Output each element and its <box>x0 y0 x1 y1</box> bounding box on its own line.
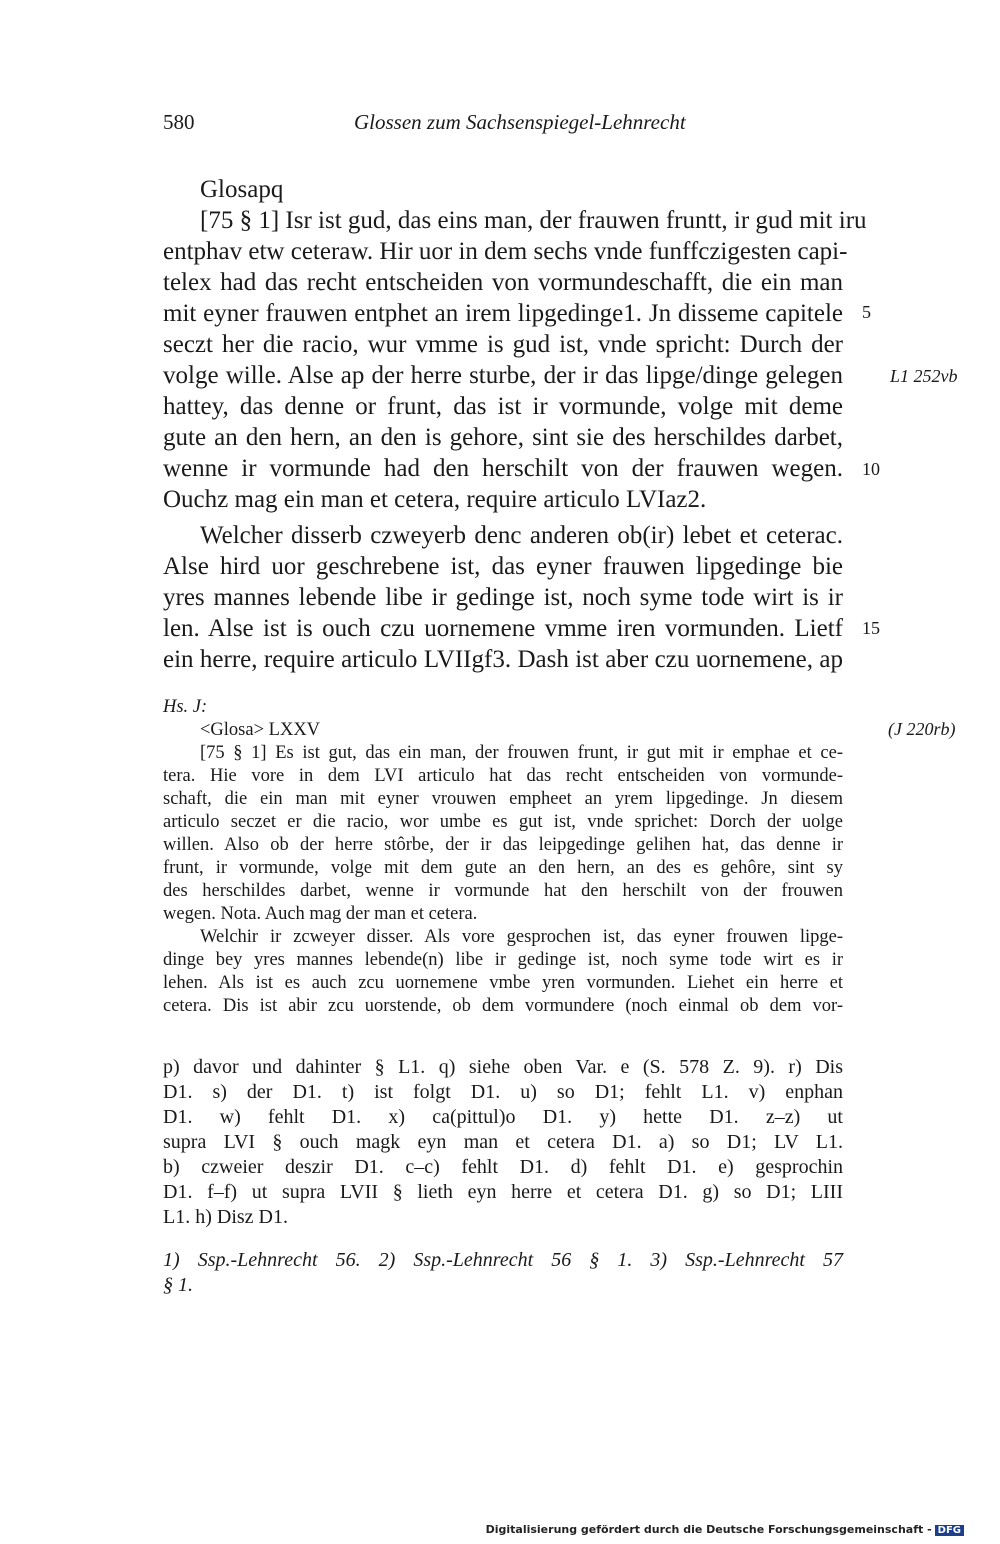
source-note-line: 1) Ssp.-Lehnrecht 56. 2) Ssp.-Lehnrecht 56 § 1. 3) Ssp.-Lehnrecht 57 <box>163 1249 843 1271</box>
manuscript-line: schaft, die ein man mit eyner vrouwen empheet an yrem lipgedinge. Jn diesem <box>163 789 843 809</box>
line-number: 5 <box>862 302 871 322</box>
apparatus-line: D1. f–f) ut supra LVII § lieth eyn herre et cetera D1. g) so D1; LIII <box>163 1181 843 1203</box>
manuscript-line: lehen. Als ist es auch zcu uornemene vmbe yren vormunden. Liehet ein herre et <box>163 973 843 993</box>
manuscript-line: wegen. Nota. Auch mag der man et cetera. <box>163 904 478 924</box>
main-text-line: [75 § 1] Isr ist gud, das eins man, der frauwen fruntt, ir gud mit iru <box>200 207 867 234</box>
footer-text: Digitalisierung gefördert durch die Deutsche Forschungsgemeinschaft - <box>485 1523 932 1536</box>
manuscript-line: des herschildes darbet, wenne ir vormunde hat den herschilt von der frouwen <box>163 881 843 901</box>
manuscript-line: articulo seczet er die racio, wor umbe es gut ist, vnde sprichet: Dorch der uolge <box>163 812 843 832</box>
page-number: 580 <box>163 110 195 134</box>
apparatus-line: p) davor und dahinter § L1. q) siehe oben Var. e (S. 578 Z. 9). r) Dis <box>163 1056 843 1078</box>
manuscript-line: cetera. Dis ist abir zcu uorstende, ob dem vormundere (noch einmal ob dem vor- <box>163 996 843 1016</box>
manuscript-margin-note: (J 220rb) <box>888 719 956 739</box>
manuscript-line: willen. Also ob der herre stôrbe, der ir das leipgedinge gelihen hat, das denne ir <box>163 835 843 855</box>
manuscript-line: [75 § 1] Es ist gut, das ein man, der frouwen frunt, ir gut mit ir emphae et ce- <box>200 743 843 763</box>
apparatus-line: D1. w) fehlt D1. x) ca(pittul)o D1. y) hette D1. z–z) ut <box>163 1106 843 1128</box>
main-text-line: wenne ir vormunde had den herschilt von der frauwen wegen. <box>163 455 843 482</box>
apparatus-line: L1. h) Disz D1. <box>163 1206 288 1228</box>
footer-credit <box>486 1523 964 1536</box>
apparatus-line: D1. s) der D1. t) ist folgt D1. u) so D1; fehlt L1. v) enphan <box>163 1081 843 1103</box>
main-text-line: Ouchz mag ein man et cetera, require articulo LVIaz2. <box>163 486 707 513</box>
manuscript-line: tera. Hie vore in dem LVI articulo hat das recht entscheiden von vormunde- <box>163 766 843 786</box>
main-text-line: len. Alse ist is ouch czu uornemene vmme iren vormunden. Lietf <box>163 615 843 642</box>
line-number: 10 <box>862 459 880 479</box>
main-text-line: gute an den hern, an den is gehore, sint sie des herschildes darbet, <box>163 424 843 451</box>
source-note-line: § 1. <box>163 1274 193 1296</box>
manuscript-line: Welchir ir zcweyer disser. Als vore gesprochen ist, das eyner frouwen lipge- <box>200 927 843 947</box>
running-title: Glossen zum Sachsenspiegel-Lehnrecht <box>354 110 686 134</box>
main-text-line: mit eyner frauwen entphet an irem lipgedinge1. Jn disseme capitele <box>163 300 843 327</box>
manuscript-line: frunt, ir vormunde, volge mit dem gute an den hern, an des es gehôre, sint sy <box>163 858 843 878</box>
main-text-line: Glosapq <box>200 176 284 203</box>
manuscript-line: dinge bey yres mannes lebende(n) libe ir gedinge ist, noch syme tode wirt es ir <box>163 950 843 970</box>
apparatus-line: b) czweier deszir D1. c–c) fehlt D1. d) fehlt D1. e) gesprochin <box>163 1156 843 1178</box>
main-text-line: entphav etw ceteraw. Hir uor in dem sechs vnde funffczigesten capi- <box>163 238 848 265</box>
main-text-line: ein herre, require articulo LVIIgf3. Dash ist aber czu uornemene, ap <box>163 646 843 673</box>
main-text-line: seczt her die racio, wur vmme is gud ist, vnde spricht: Durch der <box>163 331 843 358</box>
main-text-line: volge wille. Alse ap der herre sturbe, der ir das lipge/dinge gelegen <box>163 362 843 389</box>
main-text-line: telex had das recht entscheiden von vormundeschafft, die ein man <box>163 269 843 296</box>
apparatus-line: supra LVI § ouch magk eyn man et cetera D1. a) so D1; LV L1. <box>163 1131 843 1153</box>
main-text-line: hattey, das denne or frunt, das ist ir vormunde, volge mit deme <box>163 393 843 420</box>
manuscript-siglum: Hs. J: <box>163 697 208 717</box>
main-text-line: Welcher disserb czweyerb denc anderen ob(ir) lebet et ceterac. <box>200 522 843 549</box>
margin-note: L1 252vb <box>890 366 958 386</box>
main-text-line: yres mannes lebende libe ir gedinge ist, noch syme tode wirt is ir <box>163 584 843 611</box>
main-text-line: Alse hird uor geschrebene ist, das eyner frauwen lipgedinge bie <box>163 553 843 580</box>
dfg-logo: DFG <box>935 1525 964 1536</box>
line-number: 15 <box>862 618 880 638</box>
manuscript-heading: <Glosa> LXXV <box>200 720 321 740</box>
